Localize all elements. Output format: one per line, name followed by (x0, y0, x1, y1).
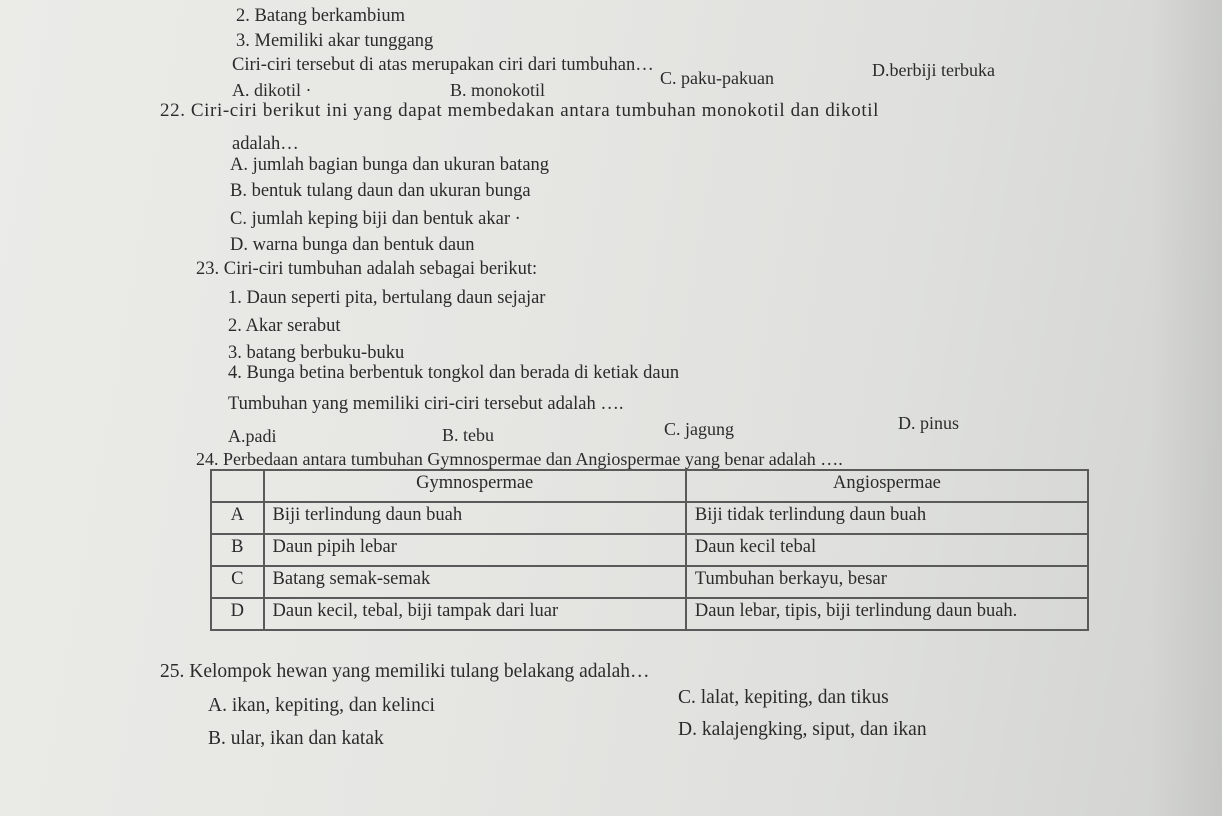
q23-stem: 23. Ciri-ciri tumbuhan adalah sebagai berikut: (196, 259, 538, 279)
gymnospermae-cell: Daun kecil, tebal, biji tampak dari luar (264, 598, 686, 630)
q25-option-c: C. lalat, kepiting, dan tikus (678, 687, 889, 708)
table-row (211, 534, 1088, 566)
page-edge-shadow (1150, 0, 1222, 816)
q22-option-a: A. jumlah bagian bunga dan ukuran batang (230, 155, 550, 175)
q25-stem: 25. Kelompok hewan yang memiliki tulang belakang adalah… (160, 661, 650, 682)
q24-stem: 24. Perbedaan antara tumbuhan Gymnospermae dan Angiospermae yang benar adalah …. (196, 449, 843, 469)
row-letter: D (211, 598, 264, 630)
table-header-blank (211, 470, 264, 502)
q23-option-b: B. tebu (442, 425, 494, 445)
q23-item-1: 1. Daun seperti pita, bertulang daun sejajar (228, 288, 546, 308)
table-row (211, 598, 1088, 630)
table-row (211, 502, 1088, 534)
q21-option-c: C. paku-pakuan (660, 68, 774, 88)
table-header-row (211, 470, 1088, 502)
q23-option-c: C. jagung (664, 419, 734, 439)
table-header-angiospermae: Angiospermae (686, 470, 1088, 502)
row-letter: B (211, 534, 264, 566)
row-letter: C (211, 566, 264, 598)
q21-item-3: 3. Memiliki akar tunggang (236, 31, 434, 51)
table-row (211, 566, 1088, 598)
q21-item-2: 2. Batang berkambium (236, 6, 406, 26)
gymnospermae-cell: Biji terlindung daun buah (264, 502, 686, 534)
q22-stem-line1: 22. Ciri-ciri berikut ini yang dapat membedakan antara tumbuhan monokotil dan dikotil (160, 100, 880, 121)
q23-item-2: 2. Akar serabut (228, 316, 341, 336)
q21-option-b: B. monokotil (450, 80, 546, 100)
angiospermae-cell: Tumbuhan berkayu, besar (686, 566, 1088, 598)
table-header-gymnospermae: Gymnospermae (264, 470, 686, 502)
q21-stem: Ciri-ciri tersebut di atas merupakan ciri dari tumbuhan… (232, 55, 654, 75)
gymnospermae-cell: Daun pipih lebar (264, 534, 686, 566)
q22-option-c: C. jumlah keping biji dan bentuk akar · (230, 209, 521, 229)
q22-option-d: D. warna bunga dan bentuk daun (230, 235, 475, 255)
q22-option-b: B. bentuk tulang daun dan ukuran bunga (230, 181, 531, 201)
q22-stem-line2: adalah… (232, 134, 299, 154)
comparison-table (210, 469, 1089, 631)
angiospermae-cell: Daun lebar, tipis, biji terlindung daun buah. (686, 598, 1088, 630)
q23-question: Tumbuhan yang memiliki ciri-ciri tersebut adalah …. (228, 394, 624, 414)
q23-option-d: D. pinus (898, 413, 960, 433)
q23-item-4: 4. Bunga betina berbentuk tongkol dan berada di ketiak daun (228, 363, 680, 383)
angiospermae-cell: Daun kecil tebal (686, 534, 1088, 566)
q21-option-a: A. dikotil · (232, 80, 312, 100)
q21-option-d: D.berbiji terbuka (872, 60, 995, 80)
q25-option-b: B. ular, ikan dan katak (208, 728, 384, 749)
q23-item-3: 3. batang berbuku-buku (228, 343, 405, 363)
q25-option-a: A. ikan, kepiting, dan kelinci (208, 695, 435, 716)
q25-option-d: D. kalajengking, siput, dan ikan (678, 719, 927, 740)
q23-option-a: A.padi (228, 426, 277, 446)
row-letter: A (211, 502, 264, 534)
gymnospermae-cell: Batang semak-semak (264, 566, 686, 598)
angiospermae-cell: Biji tidak terlindung daun buah (686, 502, 1088, 534)
